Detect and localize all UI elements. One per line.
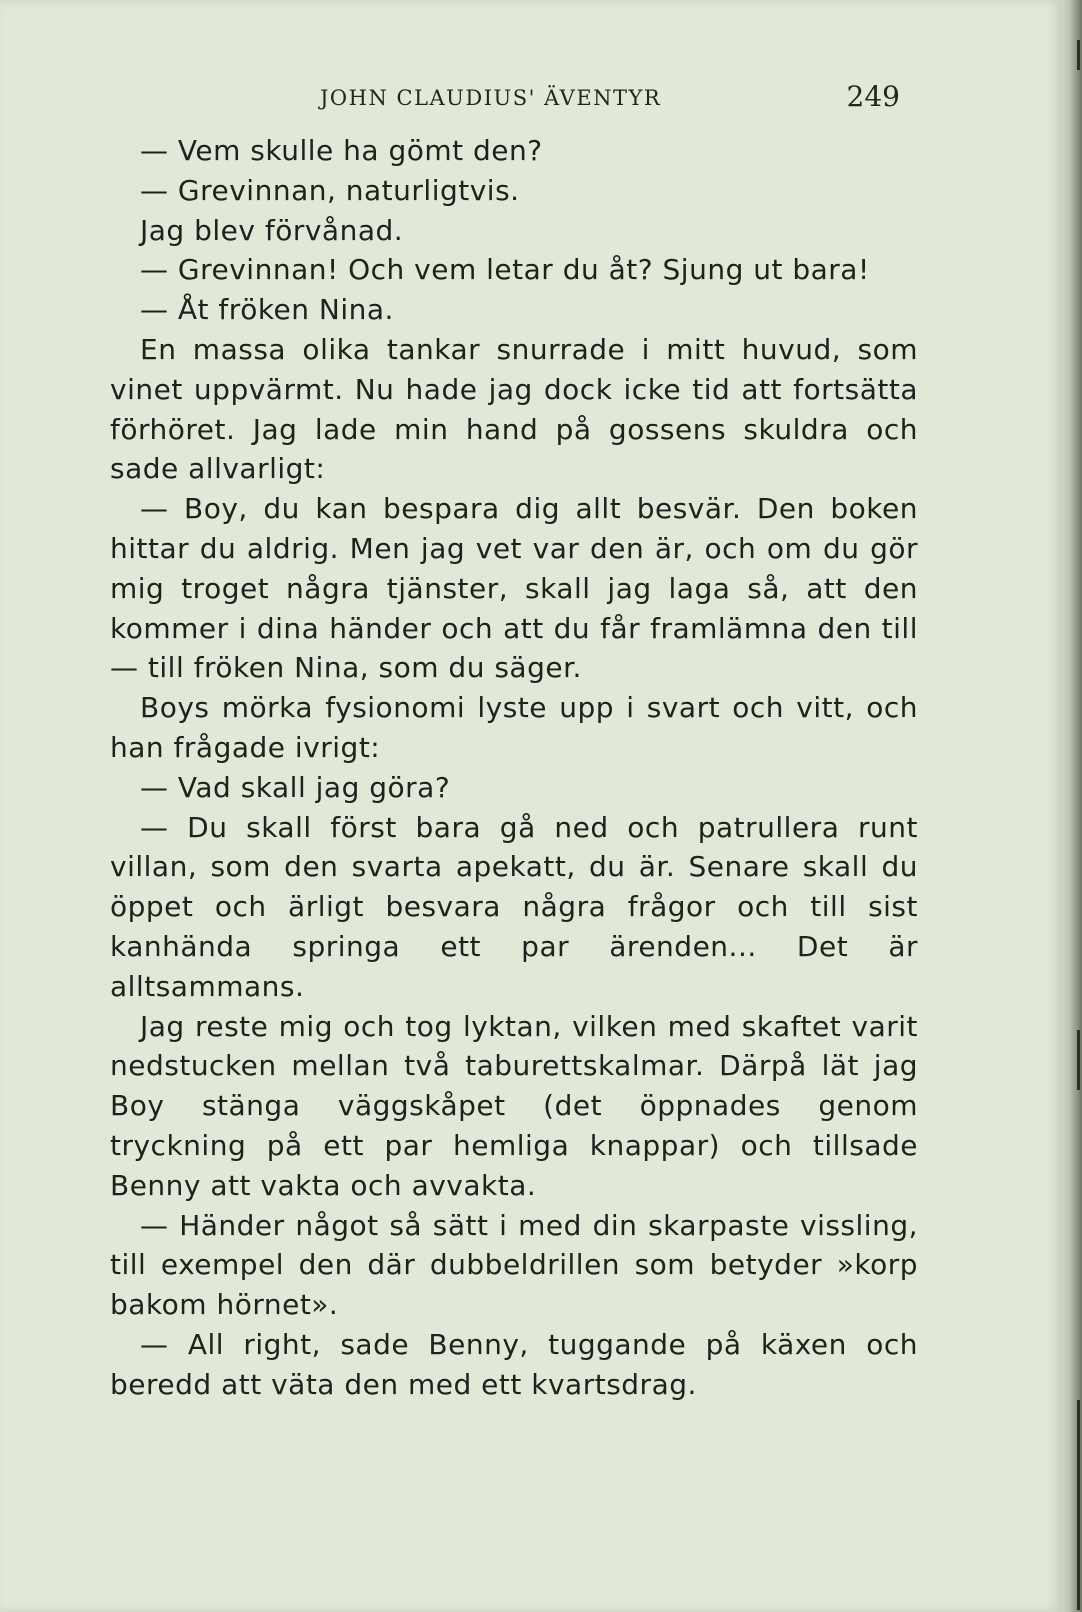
paragraph: — All right, sade Benny, tuggande på käxen och beredd att väta den med ett kvartsdrag. (110, 1327, 918, 1401)
paragraph: — Grevinnan! Och vem letar du åt? Sjung ut bara! (140, 253, 870, 287)
paragraph: — Vem skulle ha gömt den? (140, 134, 543, 167)
paragraph: — Boy, du kan bespara dig allt besvär. Den boken hittar du aldrig. Men jag vet var den är, och om du gör mig troget några tjänster, skall jag laga så, att den kommer i dina händer och att du får framlämna den till — till fröken Nina, som du säger. (110, 492, 918, 685)
edge-mark (1077, 1400, 1080, 1610)
paragraph: — Vad skall jag göra? (140, 770, 451, 804)
edge-mark (1077, 1030, 1080, 1090)
paragraph: Jag reste mig och tog lyktan, vilken med skaftet varit nedstucken mellan två taburettskalmar. Därpå lät jag Boy stänga väggskåpet (det öppnades genom tryckning på ett par hemliga knappar) och tillsade Benny att vakta och avvakta. (110, 1009, 918, 1202)
edge-mark (1077, 40, 1080, 70)
paragraph: — Du skall först bara gå ned och patrullera runt villan, som den svarta apekatt, du är. Senare skall du öppet och ärligt besvara några frågor och till sist kanhända springa ett par ärenden... Det är alltsammans. (110, 810, 918, 1003)
paragraph: Boys mörka fysionomi lyste upp i svart och vitt, och han frågade ivrigt: (110, 691, 918, 764)
paragraph: — Åt fröken Nina. (140, 293, 394, 327)
paragraph: En massa olika tankar snurrade i mitt huvud, som vinet uppvärmt. Nu hade jag dock icke tid att fortsätta förhöret. Jag lade min hand på gossens skuldra och sade allvarligt: (110, 332, 918, 486)
running-head: JOHN CLAUDIUS' ÄVENTYR (320, 86, 662, 110)
page-header (320, 80, 900, 120)
paragraph: Jag blev förvånad. (140, 213, 404, 247)
body-text (110, 131, 918, 1405)
page-number: 249 (846, 80, 900, 113)
paragraph: — Händer något så sätt i med din skarpaste vissling, till exempel den där dubbeldrillen som betyder »korp bakom hörnet». (110, 1208, 918, 1322)
page-edge (1062, 0, 1082, 1612)
paragraph: — Grevinnan, naturligtvis. (140, 173, 520, 207)
